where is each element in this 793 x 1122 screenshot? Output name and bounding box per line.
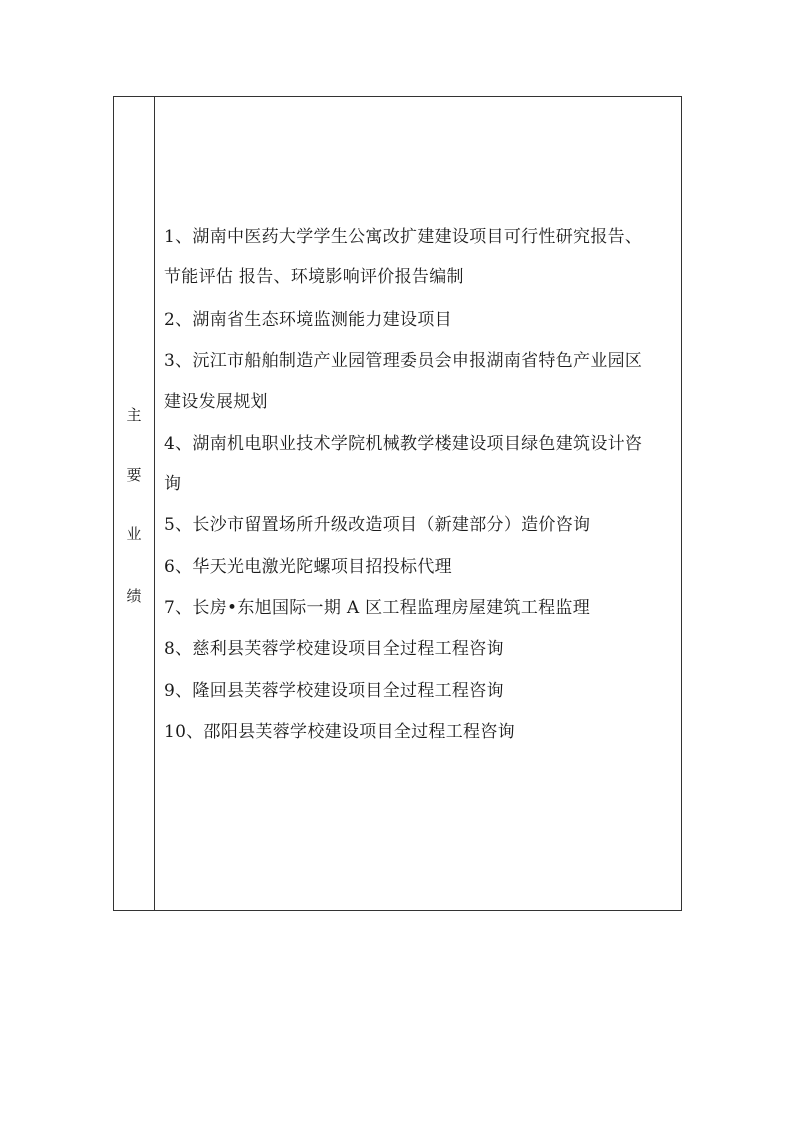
achievements-table [113,96,682,911]
list-line: 3、沅江市船舶制造产业园管理委员会申报湖南省特色产业园区 [164,351,643,371]
section-label-char: 业 [126,525,142,543]
section-label [114,96,154,911]
list-line: 10、邵阳县芙蓉学校建设项目全过程工程咨询 [164,722,515,742]
column-divider [154,96,155,911]
section-label-char: 主 [126,406,142,424]
list-line: 节能评估 报告、环境影响评价报告编制 [164,267,464,287]
list-line: 建设发展规划 [164,392,268,412]
list-line: 询 [164,474,182,494]
list-line: 7、长房•东旭国际一期 A 区工程监理房屋建筑工程监理 [164,598,591,618]
list-line: 1、湖南中医药大学学生公寓改扩建建设项目可行性研究报告、 [164,227,643,247]
list-line: 8、慈利县芙蓉学校建设项目全过程工程咨询 [164,639,504,659]
list-line: 5、长沙市留置场所升级改造项目（新建部分）造价咨询 [164,515,591,535]
section-label-char: 绩 [126,587,142,605]
list-line: 4、湖南机电职业技术学院机械教学楼建设项目绿色建筑设计咨 [164,434,643,454]
list-line: 9、隆回县芙蓉学校建设项目全过程工程咨询 [164,681,504,701]
list-line: 6、华天光电激光陀螺项目招投标代理 [164,557,452,577]
section-label-char: 要 [126,466,142,484]
list-line: 2、湖南省生态环境监测能力建设项目 [164,310,452,330]
